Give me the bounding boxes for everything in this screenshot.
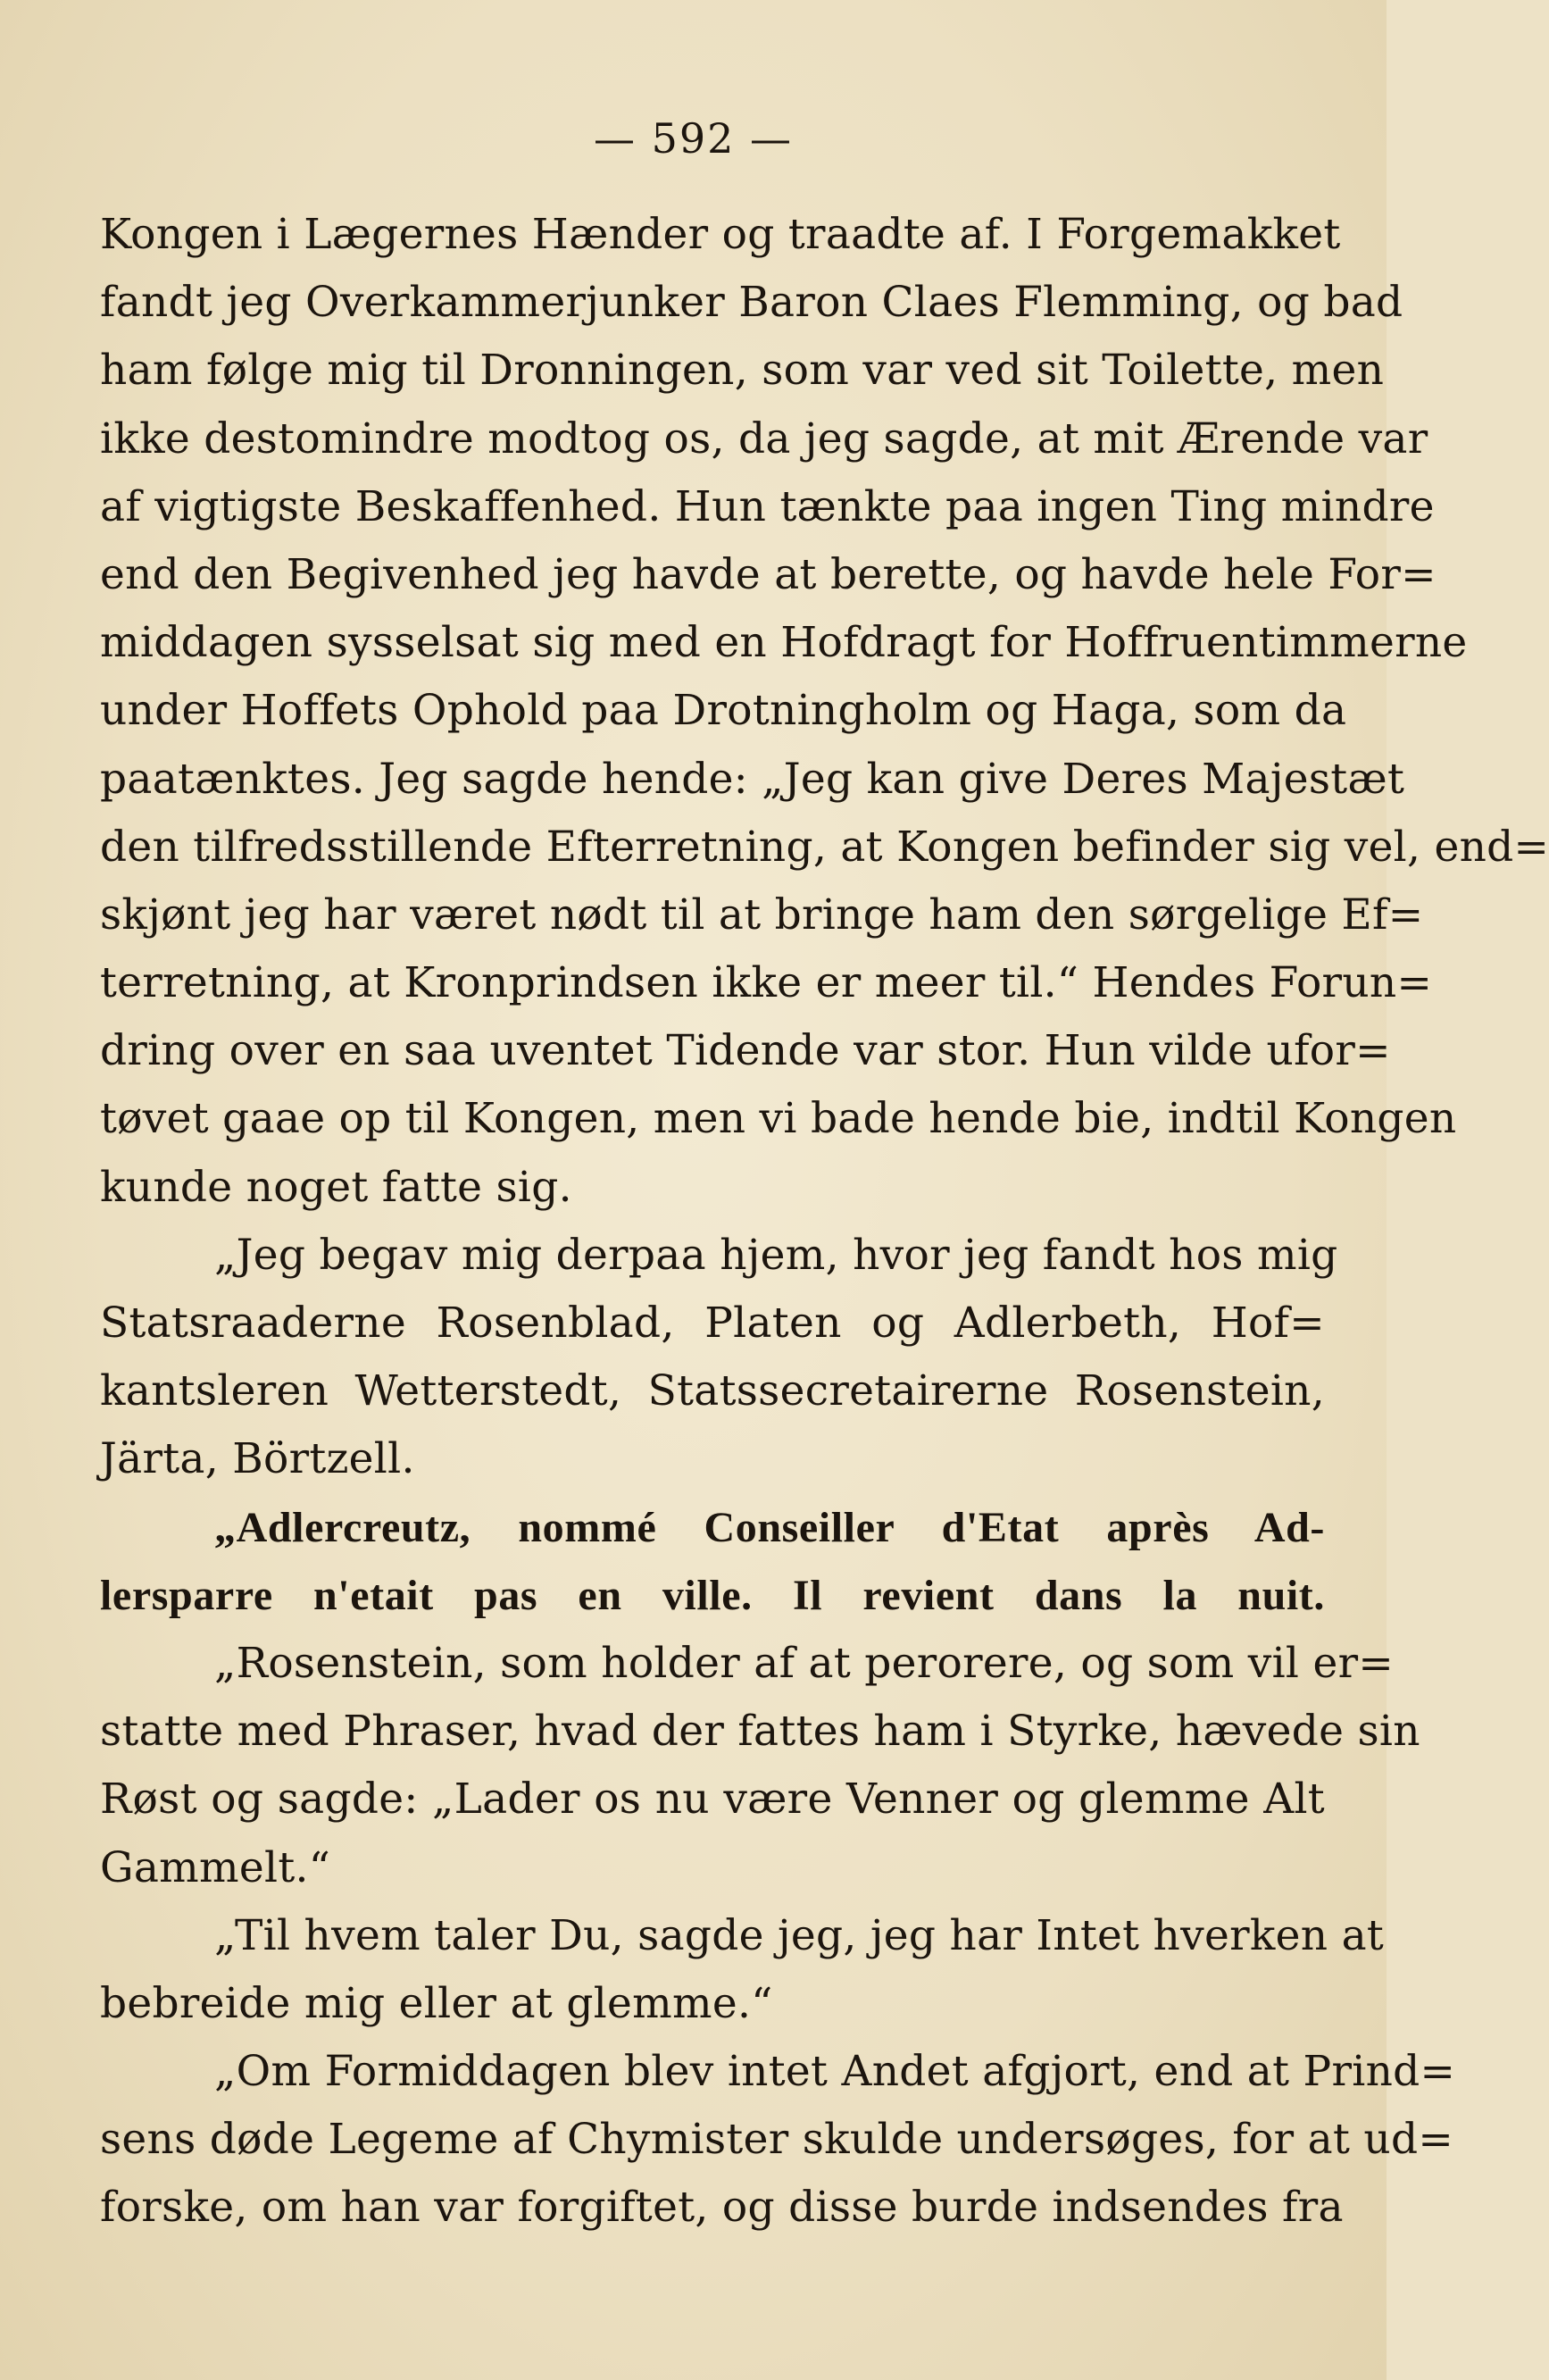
text-line: „Rosenstein, som holder af at perorere, og som vil er=	[214, 1638, 1395, 1688]
text-line: den tilfredsstillende Efterretning, at Kongen befinder sig vel, end=	[100, 822, 1549, 872]
text-line: statte med Phraser, hvad der fattes ham i Styrke, hævede sin	[100, 1707, 1420, 1757]
text-line: terretning, at Kronprindsen ikke er meer til.“ Hendes Forun=	[100, 958, 1433, 1008]
text-line: skjønt jeg har været nødt til at bringe ham den sørgelige Ef=	[100, 889, 1424, 939]
text-line: „Jeg begav mig derpaa hjem, hvor jeg fandt hos mig	[214, 1230, 1338, 1280]
text-line: sens døde Legeme af Chymister skulde undersøges, for at ud=	[100, 2115, 1454, 2165]
text-line: bebreide mig eller at glemme.“	[100, 1978, 773, 2028]
text-line: under Hoffets Ophold paa Drotningholm og Haga, som da	[100, 686, 1347, 736]
text-line: middagen sysselsat sig med en Hofdragt for Hoffruentimmerne	[100, 618, 1468, 668]
text-line: Statsraaderne Rosenblad, Platen og Adlerbeth, Hof=	[100, 1299, 1325, 1348]
text-line: ikke destomindre modtog os, da jeg sagde, at mit Ærende var	[100, 413, 1428, 463]
text-line: end den Begivenhed jeg havde at berette, og havde hele For=	[100, 549, 1437, 599]
french-text-line: lersparre n'etait pas en ville. Il revient dans la nuit.	[100, 1571, 1325, 1619]
text-line: kantsleren Wetterstedt, Statssecretairerne Rosenstein,	[100, 1366, 1325, 1416]
text-line: dring over en saa uventet Tidende var stor. Hun vilde ufor=	[100, 1026, 1391, 1076]
text-line: „Til hvem taler Du, sagde jeg, jeg har Intet hverken at	[214, 1910, 1385, 1960]
text-line: „Om Formiddagen blev intet Andet afgjort, end at Prind=	[214, 2047, 1456, 2097]
french-text-line: „Adlercreutz, nommé Conseiller d'Etat après Ad-	[214, 1503, 1325, 1551]
text-line: Järta, Börtzell.	[100, 1434, 415, 1484]
body-text	[100, 201, 1549, 2242]
text-line: fandt jeg Overkammerjunker Baron Claes Flemming, og bad	[100, 278, 1403, 328]
text-line: paatænktes. Jeg sagde hende: „Jeg kan give Deres Majestæt	[100, 754, 1405, 804]
text-line: Røst og sagde: „Lader os nu være Venner og glemme Alt	[100, 1775, 1325, 1825]
text-line: ham følge mig til Dronningen, som var ved sit Toilette, men	[100, 346, 1385, 396]
text-line: Gammelt.“	[100, 1842, 331, 1892]
text-line: af vigtigste Beskaffenhed. Hun tænkte paa ingen Ting mindre	[100, 481, 1435, 531]
text-line: forske, om han var forgiftet, og disse burde indsendes fra	[100, 2183, 1344, 2233]
text-line: tøvet gaae op til Kongen, men vi bade hende bie, indtil Kongen	[100, 1094, 1457, 1144]
page-number: — 592 —	[593, 114, 794, 163]
text-line: kunde noget fatte sig.	[100, 1162, 572, 1212]
text-line: Kongen i Lægernes Hænder og traadte af. I Forgemakket	[100, 210, 1341, 259]
